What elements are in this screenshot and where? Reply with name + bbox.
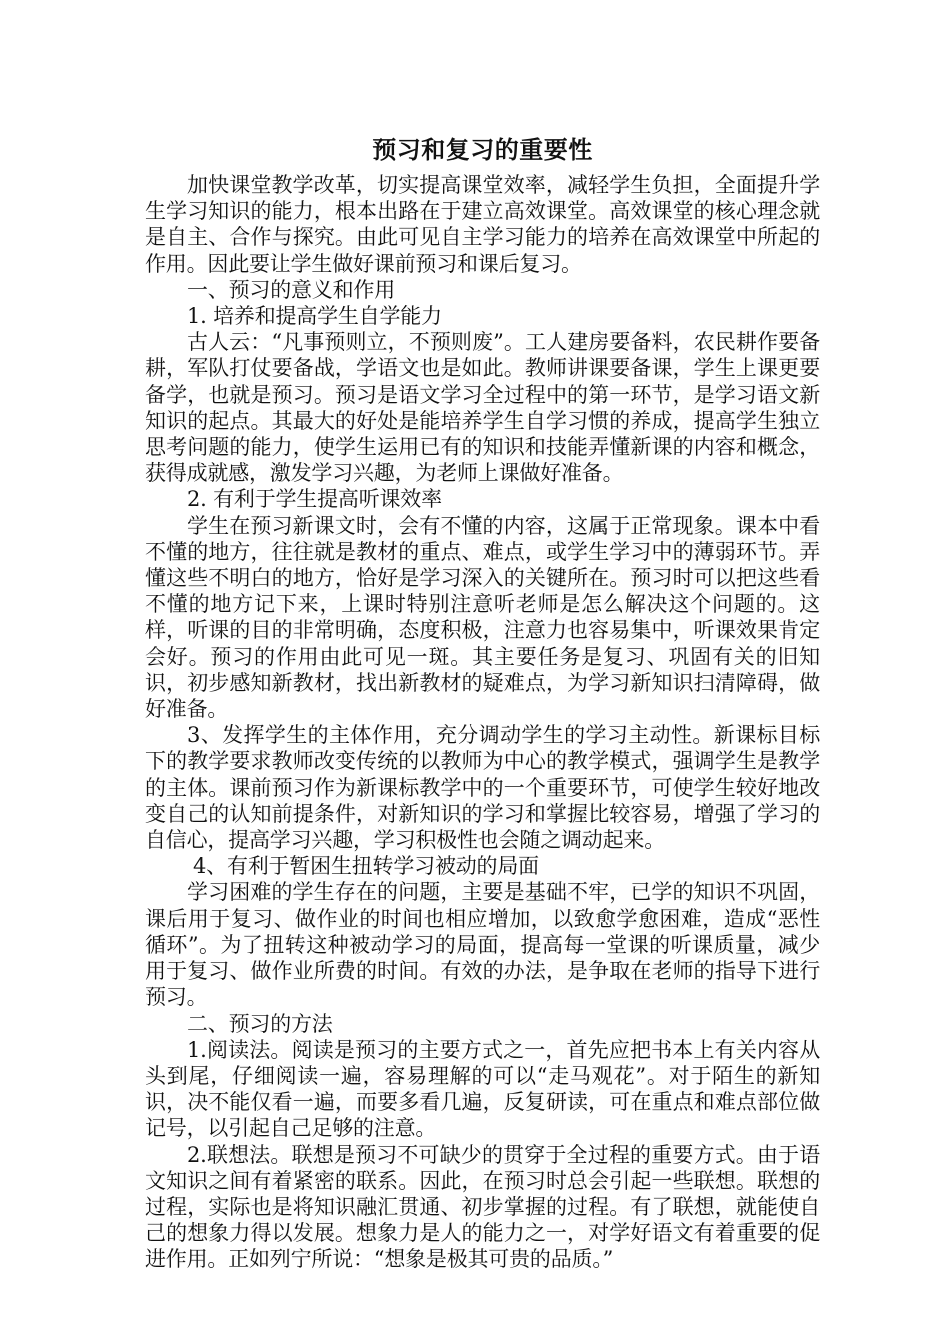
document-title: 预习和复习的重要性: [372, 136, 593, 164]
paragraph-student-subject: 3、发挥学生的主体作用，充分调动学生的学习主动性。新课标目标下的教学要求教师改变传统的以教师为中心的教学模式，强调学生是教学的主体。课前预习作为新课标教学中的一个重要环节，可使学生较好地改变自己的认知前提条件，对新知识的学习和掌握比较容易，增强了学习的自信心，提高学习兴趣，学习积极性也会随之调动起来。: [145, 723, 820, 853]
subsection-heading-1-4: 4、有利于暂困生扭转学习被动的局面: [193, 854, 539, 879]
subsection-heading-1-2: 2. 有利于学生提高听课效率: [187, 487, 442, 512]
paragraph-struggling-students: 学习困难的学生存在的问题，主要是基础不牢，已学的知识不巩固，课后用于复习、做作业的时间也相应增加，以致愈学愈困难，造成“恶性循环”。为了扭转这种被动学习的局面，提高每一堂课的听课质量，减少用于复习、做作业所费的时间。有效的办法，是争取在老师的指导下进行预习。: [145, 880, 820, 1010]
document-body: [145, 128, 820, 1273]
section-heading-2: 二、预习的方法: [187, 1011, 333, 1036]
subsection-heading-1-1: 1. 培养和提高学生自学能力: [187, 304, 442, 329]
intro-paragraph: 加快课堂教学改革，切实提高课堂效率，减轻学生负担，全面提升学生学习知识的能力，根本出路在于建立高效课堂。高效课堂的核心理念就是自主、合作与探究。由此可见自主学习能力的培养在高效课堂中所起的作用。因此要让学生做好课前预习和课后复习。: [145, 173, 820, 276]
paragraph-reading-method: 1.阅读法。阅读是预习的主要方式之一，首先应把书本上有关内容从头到尾，仔细阅读一遍，容易理解的可以“走马观花”。对于陌生的新知识，决不能仅看一遍，而要多看几遍，反复研读，可在重点和难点部位做记号，以引起自己足够的注意。: [145, 1037, 820, 1141]
paragraph-association-method: 2.联想法。联想是预习不可缺少的贯穿于全过程的重要方式。由于语文知识之间有着紧密的联系。因此，在预习时总会引起一些联想。联想的过程，实际也是将知识融汇贯通、初步掌握的过程。有了联想，就能使自己的想象力得以发展。想象力是人的能力之一，对学好语文有着重要的促进作用。正如列宁所说：“想象是极其可贵的品质。”: [145, 1142, 820, 1272]
paragraph-self-study: 古人云：“凡事预则立，不预则废”。工人建房要备料，农民耕作要备耕，军队打仗要备战，学语文也是如此。教师讲课要备课，学生上课更要备学，也就是预习。预习是语文学习全过程中的第一环节，是学习语文新知识的起点。其最大的好处是能培养学生自学习惯的养成，提高学生独立思考问题的能力，使学生运用已有的知识和技能弄懂新课的内容和概念，获得成就感，激发学习兴趣，为老师上课做好准备。: [145, 330, 820, 486]
paragraph-listening-efficiency: 学生在预习新课文时，会有不懂的内容，这属于正常现象。课本中看不懂的地方，往往就是教材的重点、难点，或学生学习中的薄弱环节。弄懂这些不明白的地方，恰好是学习深入的关键所在。预习时可以把这些看不懂的地方记下来，上课时特别注意听老师是怎么解决这个问题的。这样，听课的目的非常明确，态度积极，注意力也容易集中，听课效果肯定会好。预习的作用由此可见一斑。其主要任务是复习、巩固有关的旧知识，初步感知新教材，找出新教材的疑难点，为学习新知识扫清障碍，做好准备。: [145, 513, 820, 722]
section-heading-1: 一、预习的意义和作用: [187, 277, 395, 302]
